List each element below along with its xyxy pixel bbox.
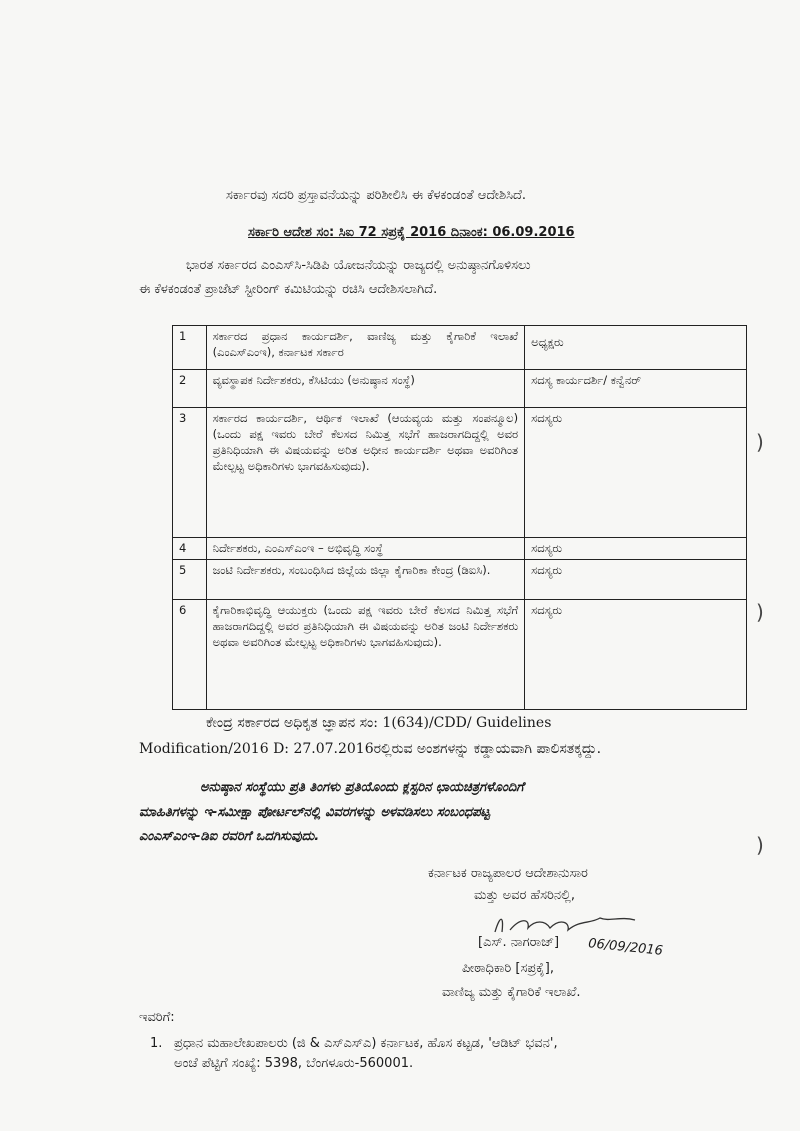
para2-line2: Modification/2016 D: 27.07.2016ರಲ್ಲಿರುವ ಅಂಶಗಳನ್ನು ಕಡ್ಡಾಯವಾಗಿ ಪಾಲಿಸತಕ್ಕದ್ದು.	[139, 741, 602, 757]
para1-line2: ಈ ಕೆಳಕಂಡಂತೆ ಪ್ರಾಜೆಟ್ ಸ್ಟೀರಿಂಗ್ ಕಮಿಟಿಯನ್ನು ರಚಿಸಿ ಆದೇಶಿಸಲಾಗಿದೆ.	[139, 282, 438, 297]
member-description: ಕೈಗಾರಿಕಾಭಿವೃದ್ಧಿ ಆಯುಕ್ತರು (ಒಂದು ಪಕ್ಷ ಇವರು ಬೇರೆ ಕೆಲಸದ ನಿಮಿತ್ತ ಸಭೆಗೆ ಹಾಜರಾಗದಿದ್ದಲ್ಲಿ ಅವರ ಪ್ರತಿನಿಧಿಯಾಗಿ ಈ ವಿಷಯವನ್ನು ಅರಿತ ಜಂಟಿ ನಿರ್ದೇಶಕರು ಅಥವಾ ಅವರಿಗಿಂತ ಮೇಲ್ಪಟ್ಟ ಅಧಿಕಾರಿಗಳು ಭಾಗವಹಿಸುವುದು).	[206, 600, 525, 710]
member-role: ಸದಸ್ಯ ಕಾರ್ಯದರ್ಶಿ/ ಕನ್ವೆನರ್	[525, 370, 747, 408]
para1-line1: ಭಾರತ ಸರ್ಕಾರದ ಎಂಎಸ್‌ಸಿ-ಸಿಡಿಪಿ ಯೋಜನೆಯನ್ನು ರಾಜ್ಯದಲ್ಲಿ ಅನುಷ್ಠಾನಗೊಳಿಸಲು	[186, 258, 531, 273]
para2-line1: ಕೇಂದ್ರ ಸರ್ಕಾರದ ಅಧಿಕೃತ ಜ್ಞಾಪನ ಸಂ: 1(634)/CDD/ Guidelines	[206, 715, 552, 731]
para3-line2: ಮಾಹಿತಿಗಳನ್ನು ಇ-ಸಮೀಕ್ಷಾ ಪೋರ್ಟಲ್‌ನಲ್ಲಿ ವಿವರಗಳನ್ನು ಅಳವಡಿಸಲು ಸಂಬಂಧಪಟ್ಟ	[139, 805, 490, 820]
member-role: ಸದಸ್ಯರು	[525, 408, 747, 538]
recipient-line1: ಪ್ರಧಾನ ಮಹಾಲೇಖಪಾಲರು (ಜಿ & ಎಸ್‌ಎಸ್‌ಎ) ಕರ್ನಾಟಕ, ಹೊಸ ಕಟ್ಟಡ, 'ಆಡಿಟ್ ಭವನ',	[174, 1036, 558, 1051]
member-description: ಜಂಟಿ ನಿರ್ದೇಶಕರು, ಸಂಬಂಧಿಸಿದ ಜಿಲ್ಲೆಯ ಜಿಲ್ಲಾ ಕೈಗಾರಿಕಾ ಕೇಂದ್ರ (ಡಿಐಸಿ).	[206, 560, 525, 600]
row-number: 2	[173, 370, 207, 408]
closing-line2: ಮತ್ತು ಅವರ ಹೆಸರಿನಲ್ಲಿ,	[474, 888, 576, 903]
table-row	[173, 370, 747, 408]
member-description: ವ್ಯವಸ್ಥಾಪಕ ನಿರ್ದೇಶಕರು, ಕೆಸಿಟಿಯು (ಅನುಷ್ಠಾನ ಸಂಸ್ಥೆ)	[206, 370, 525, 408]
recipient-line2: ಅಂಚೆ ಪೆಟ್ಟಿಗೆ ಸಂಖ್ಯೆ: 5398, ಬೆಂಗಳೂರು-560001.	[174, 1056, 414, 1071]
row-number: 1	[173, 326, 207, 370]
member-role: ಸದಸ್ಯರು	[525, 560, 747, 600]
margin-mark: )	[756, 430, 764, 454]
margin-mark: )	[756, 833, 764, 857]
order-heading: ಸರ್ಕಾರಿ ಆದೇಶ ಸಂ: ಸಿಐ 72 ಸಪ್ರಕೈ 2016 ದಿನಾಂಕ: 06.09.2016	[248, 225, 575, 240]
para3-line1: ಅನುಷ್ಠಾನ ಸಂಸ್ಥೆಯು ಪ್ರತಿ ತಿಂಗಳು ಪ್ರತಿಯೊಂದು ಕ್ಲಸ್ಟರಿನ ಛಾಯಚಿತ್ರಗಳೊಂದಿಗೆ	[200, 780, 524, 795]
table-row	[173, 600, 747, 710]
to-label: ಇವರಿಗೆ:	[139, 1010, 175, 1025]
para3-line3: ಎಂಎಸ್‌ಎಂಇ-ಡಿಐ ರವರಿಗೆ ಒದಗಿಸುವುದು.	[139, 829, 320, 844]
member-description: ಸರ್ಕಾರದ ಕಾರ್ಯದರ್ಶಿ, ಆರ್ಥಿಕ ಇಲಾಖೆ (ಆಯವ್ಯಯ ಮತ್ತು ಸಂಪನ್ಮೂಲ) (ಒಂದು ಪಕ್ಷ ಇವರು ಬೇರೆ ಕೆಲಸದ ನಿಮಿತ್ತ ಸಭೆಗೆ ಹಾಜರಾಗದಿದ್ದಲ್ಲಿ ಅವರ ಪ್ರತಿನಿಧಿಯಾಗಿ ಈ ವಿಷಯವನ್ನು ಅರಿತ ಅಧೀನ ಕಾರ್ಯದರ್ಶಿ ಅಥವಾ ಅವರಿಗಿಂತ ಮೇಲ್ಪಟ್ಟ ಅಧಿಕಾರಿಗಳು ಭಾಗವಹಿಸುವುದು).	[206, 408, 525, 538]
row-number: 6	[173, 600, 207, 710]
recipient-number: 1.	[150, 1036, 163, 1051]
row-number: 5	[173, 560, 207, 600]
designation: ಪೀಠಾಧಿಕಾರಿ [ಸಪ್ರಕೈ],	[462, 961, 555, 976]
member-role: ಅಧ್ಯಕ್ಷರು	[525, 326, 747, 370]
steering-committee-table	[172, 325, 747, 710]
closing-line1: ಕರ್ನಾಟಕ ರಾಜ್ಯಪಾಲರ ಆದೇಶಾನುಸಾರ	[428, 866, 588, 881]
signature-name: [ಎಸ್. ನಾಗರಾಜ್]	[478, 935, 560, 950]
member-role: ಸದಸ್ಯರು	[525, 600, 747, 710]
signature-date: 06/09/2016	[587, 936, 664, 959]
member-role: ಸದಸ್ಯರು	[525, 538, 747, 560]
member-description: ಸರ್ಕಾರದ ಪ್ರಧಾನ ಕಾರ್ಯದರ್ಶಿ, ವಾಣಿಜ್ಯ ಮತ್ತು ಕೈಗಾರಿಕೆ ಇಲಾಖೆ (ಎಂಎಸ್‌ಎಂಇ), ಕರ್ನಾಟಕ ಸರ್ಕಾರ	[206, 326, 525, 370]
row-number: 3	[173, 408, 207, 538]
member-description: ನಿರ್ದೇಶಕರು, ಎಂಎಸ್‌ಎಂಇ – ಅಭಿವೃದ್ಧಿ ಸಂಸ್ಥೆ	[206, 538, 525, 560]
row-number: 4	[173, 538, 207, 560]
margin-mark: )	[756, 600, 764, 624]
department: ವಾಣಿಜ್ಯ ಮತ್ತು ಕೈಗಾರಿಕೆ ಇಲಾಖೆ.	[442, 985, 581, 1000]
table-row	[173, 408, 747, 538]
table-row	[173, 326, 747, 370]
table-row	[173, 538, 747, 560]
intro-text: ಸರ್ಕಾರವು ಸದರಿ ಪ್ರಸ್ತಾವನೆಯನ್ನು ಪರಿಶೀಲಿಸಿ ಈ ಕೆಳಕಂಡಂತೆ ಆದೇಶಿಸಿದೆ.	[226, 188, 527, 203]
table-row	[173, 560, 747, 600]
